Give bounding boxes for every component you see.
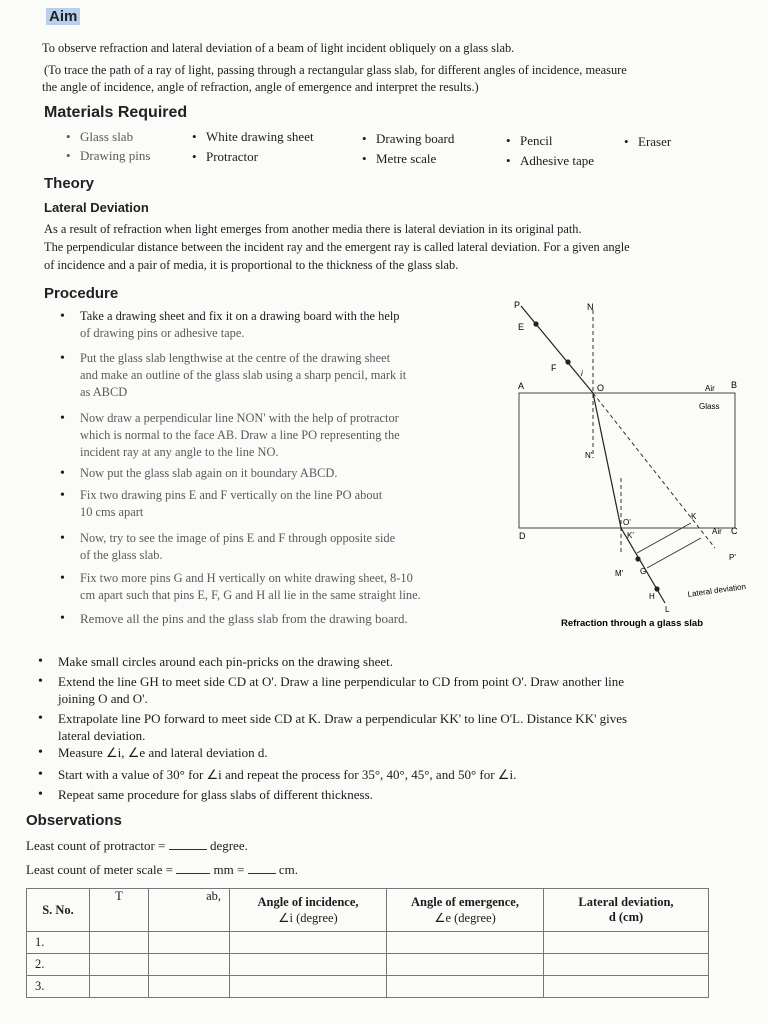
table-cell[interactable] [90, 932, 149, 954]
procedure-step: • Start with a value of 30° for ∠i and repeat the process for 35°, 40°, 45°, and 50° for ∠i. [58, 766, 748, 783]
material-item: • Protractor [206, 149, 258, 165]
theory-line: As a result of refraction when light emerges from another media there is lateral deviation in its original path. [44, 222, 582, 236]
table-cell[interactable] [149, 932, 230, 954]
header-t: T [90, 889, 149, 932]
procedure-step: • Now, try to see the image of pins E and F through opposite side of the glass slab. [80, 530, 500, 564]
lc-meter-label: Least count of meter scale = [26, 862, 174, 877]
step-line: as ABCD [80, 385, 128, 399]
step-line: Take a drawing sheet and fix it on a drawing board with the help [80, 309, 400, 323]
pin-h [654, 586, 659, 591]
step-line: Remove all the pins and the glass slab from the drawing board. [80, 611, 408, 626]
row-number: 2. [27, 954, 90, 976]
extended-incident-ray [593, 393, 715, 548]
table-cell[interactable] [387, 954, 544, 976]
procedure-step: • Remove all the pins and the glass slab from the drawing board. [80, 610, 500, 627]
header-lateral-deviation [544, 889, 709, 932]
label-l: L [665, 605, 670, 614]
pin-e [533, 321, 538, 326]
label-m-prime: M' [615, 569, 624, 578]
aim-line-3: the angle of incidence, angle of refraction, angle of emergence and interpret the results.) [42, 80, 479, 94]
aim-line-2: (To trace the path of a ray of light, passing through a rectangular glass slab, for different angles of incidence, measure [44, 63, 627, 77]
table-row [27, 954, 709, 976]
step-line: Extrapolate line PO forward to meet side CD at K. Draw a perpendicular KK' to line O'L. Distance KK' gives [58, 711, 628, 726]
label-b: B [731, 380, 738, 390]
procedure-step: • Fix two drawing pins E and F vertically on the line PO about 10 cms apart [80, 487, 500, 521]
procedure-step: • Extrapolate line PO forward to meet side CD at K. Draw a perpendicular KK' to line O'L. Distance KK' gives lateral deviation. [58, 710, 748, 744]
aim-line-1: To observe refraction and lateral deviation of a beam of light incident obliquely on a glass slab. [42, 41, 515, 55]
procedure-step: • Make small circles around each pin-pricks on the drawing sheet. [58, 653, 748, 670]
step-line: Repeat same procedure for glass slabs of different thickness. [58, 787, 373, 802]
table-cell[interactable] [90, 954, 149, 976]
step-line: Measure ∠i, ∠e and lateral deviation d. [58, 745, 268, 760]
aim-heading: Aim [46, 8, 80, 25]
header-angle-incidence-line: Angle of incidence, [257, 894, 359, 909]
table-cell[interactable] [149, 954, 230, 976]
material-item: • Drawing pins [80, 148, 150, 164]
step-line: Extend the line GH to meet side CD at O'. Draw a line perpendicular to CD from point O'. Draw another line [58, 674, 625, 689]
label-air-c: Air [712, 527, 722, 536]
observation-table [26, 888, 709, 998]
procedure-step: • Now draw a perpendicular line NON' with the help of protractor which is normal to the face AB. Draw a line PO representing the incident ray at any angle to the line NO. [80, 410, 500, 461]
step-line: Make small circles around each pin-pricks on the drawing sheet. [58, 654, 393, 669]
header-angle-emergence-unit: ∠e (degree) [434, 910, 496, 925]
step-line: joining O and O'. [58, 691, 148, 706]
lc-meter-unit-mm: mm = [213, 862, 245, 877]
table-cell[interactable] [544, 976, 709, 998]
row-number: 1. [27, 932, 90, 954]
theory-line: The perpendicular distance between the incident ray and the emergent ray is called lateral deviation. For a given angle [44, 240, 630, 254]
label-k: K [691, 512, 697, 521]
header-angle-emergence [387, 889, 544, 932]
header-ab: ab, [149, 889, 230, 932]
label-i: i [581, 369, 583, 378]
label-d: D [519, 531, 526, 541]
table-cell[interactable] [149, 976, 230, 998]
step-line: Now, try to see the image of pins E and F through opposite side [80, 531, 396, 545]
label-o: O [597, 383, 605, 393]
step-line: Start with a value of 30° for ∠i and repeat the process for 35°, 40°, 45°, and 50° for ∠i. [58, 767, 517, 782]
procedure-step: • Put the glass slab lengthwise at the centre of the drawing sheet and make an outline of the glass slab using a sharp pencil, mark it as ABCD [80, 350, 500, 401]
label-o-prime: O' [623, 518, 631, 527]
procedure-step: • Now put the glass slab again on it boundary ABCD. [80, 465, 500, 482]
label-a: A [518, 381, 525, 391]
table-cell[interactable] [387, 932, 544, 954]
lc-protractor [26, 838, 248, 854]
diagram-caption: Refraction through a glass slab [561, 618, 703, 629]
lc-protractor-unit: degree. [209, 838, 248, 853]
lc-protractor-blank[interactable] [169, 849, 207, 850]
procedure-step: • Repeat same procedure for glass slabs of different thickness. [58, 786, 748, 803]
procedure-step: • Take a drawing sheet and fix it on a drawing board with the help of drawing pins or adhesive tape. [80, 308, 500, 342]
glass-slab-outline [519, 393, 735, 528]
step-line: incident ray at any angle to the line NO. [80, 445, 279, 459]
step-line: of drawing pins or adhesive tape. [80, 326, 245, 340]
procedure-step: • Measure ∠i, ∠e and lateral deviation d. [58, 744, 748, 761]
row-number: 3. [27, 976, 90, 998]
table-cell[interactable] [387, 976, 544, 998]
theory-line: of incidence and a pair of media, it is proportional to the thickness of the glass slab. [44, 258, 459, 272]
step-line: Fix two drawing pins E and F vertically on the line PO about [80, 488, 383, 502]
label-glass: Glass [699, 402, 720, 411]
header-angle-emergence-line: Angle of emergence, [411, 894, 519, 909]
material-item: • Eraser [638, 134, 671, 150]
step-line: Now draw a perpendicular line NON' with the help of protractor [80, 411, 399, 425]
table-cell[interactable] [230, 954, 387, 976]
lc-meter-unit-cm: cm. [278, 862, 298, 877]
label-e: E [518, 322, 525, 332]
material-item: • Glass slab [80, 129, 133, 145]
table-cell[interactable] [90, 976, 149, 998]
label-g: G [640, 567, 647, 576]
label-n: N [587, 302, 594, 312]
header-sno: S. No. [27, 889, 90, 932]
label-p: P [514, 300, 521, 310]
material-item: • Metre scale [376, 151, 436, 167]
header-lateral-deviation-line: Lateral deviation, [578, 895, 674, 909]
label-k-prime: K' [627, 531, 634, 540]
materials-heading: Materials Required [44, 104, 188, 121]
step-line: and make an outline of the glass slab using a sharp pencil, mark it [80, 368, 407, 382]
step-line: which is normal to the face AB. Draw a line PO representing the [80, 428, 400, 442]
material-item: • Adhesive tape [520, 153, 594, 169]
label-n-prime: N' [585, 451, 593, 460]
procedure-step: • Extend the line GH to meet side CD at O'. Draw a line perpendicular to CD from point O'. Draw another line joining O and O'. [58, 673, 748, 707]
table-row [27, 932, 709, 954]
step-line: lateral deviation. [58, 728, 146, 743]
table-row [27, 976, 709, 998]
header-lateral-deviation-unit: d (cm) [608, 910, 644, 924]
step-line: of the glass slab. [80, 548, 163, 562]
table-cell[interactable] [544, 954, 709, 976]
incident-ray [521, 306, 593, 393]
lc-meter-blank-cm[interactable] [248, 873, 276, 874]
step-line: Now put the glass slab again on it boundary ABCD. [80, 466, 338, 480]
theory-subheading: Lateral Deviation [44, 200, 149, 215]
label-h: H [649, 592, 655, 601]
lc-protractor-label: Least count of protractor = [26, 838, 166, 853]
label-p-prime: P' [729, 553, 736, 562]
table-cell[interactable] [544, 932, 709, 954]
step-line: cm apart such that pins E, F, G and H all lie in the same straight line. [80, 588, 421, 602]
material-item: • White drawing sheet [206, 129, 314, 145]
step-line: 10 cms apart [80, 505, 144, 519]
label-f: F [551, 363, 557, 373]
observations-heading: Observations [26, 812, 122, 829]
label-air-top: Air [705, 384, 715, 393]
lc-meter-blank-mm[interactable] [176, 873, 210, 874]
procedure-heading: Procedure [44, 285, 119, 302]
table-cell[interactable] [230, 932, 387, 954]
theory-heading: Theory [44, 175, 95, 192]
table-cell[interactable] [230, 976, 387, 998]
pin-f [565, 359, 570, 364]
refracted-ray [593, 393, 621, 528]
step-line: Fix two more pins G and H vertically on white drawing sheet, 8-10 [80, 571, 413, 585]
refraction-diagram [505, 298, 763, 638]
step-line: Put the glass slab lengthwise at the centre of the drawing sheet [80, 351, 391, 365]
header-angle-incidence-unit: ∠i (degree) [278, 910, 338, 925]
pin-g [635, 556, 640, 561]
header-angle-incidence [230, 889, 387, 932]
label-lateral-deviation: Lateral deviation [687, 581, 747, 599]
lc-meter [26, 862, 298, 878]
label-c: C [731, 526, 738, 536]
material-item: • Drawing board [376, 131, 454, 147]
procedure-step: • Fix two more pins G and H vertically on white drawing sheet, 8-10 cm apart such that pins E, F, G and H all lie in the same straight line. [80, 570, 500, 604]
material-item: • Pencil [520, 133, 553, 149]
